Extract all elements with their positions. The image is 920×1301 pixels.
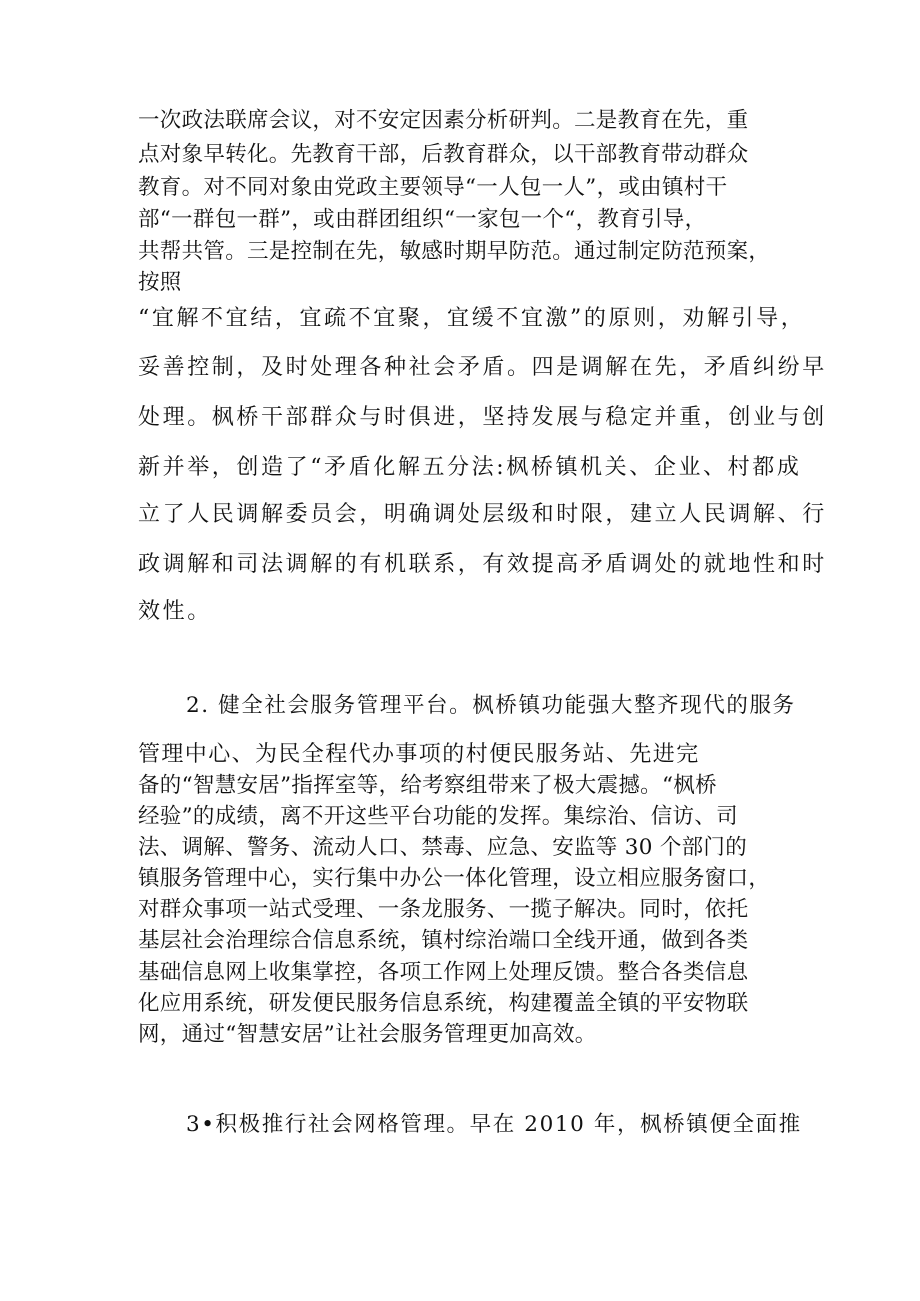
paragraph-line: 教育。对不同对象由党政主要领导“一人包一人”，或由镇村干 (138, 175, 728, 200)
paragraph-line: 法、调解、警务、流动人口、禁毒、应急、安监等 30 个部门的 (138, 835, 748, 860)
paragraph-line: 立了人民调解委员会，明确调处层级和时限，建立人民调解、行 (138, 502, 827, 527)
paragraph-line: 基础信息网上收集掌控，各项工作网上处理反馈。整合各类信息 (138, 960, 749, 985)
paragraph-line: 按照 (138, 270, 182, 295)
section-heading-2: 2. 健全社会服务管理平台。枫桥镇功能强大整齐现代的服务 (186, 693, 796, 718)
paragraph-line: 一次政法联席会议，对不安定因素分析研判。二是教育在先，重 (138, 108, 749, 133)
paragraph-line: 经验”的成绩，离不开这些平台功能的发挥。集综治、信访、司 (138, 804, 738, 829)
paragraph-line: 化应用系统，研发便民服务信息系统，构建覆盖全镇的平安物联 (138, 991, 749, 1016)
paragraph-line: 基层社会治理综合信息系统，镇村综治端口全线开通，做到各类 (138, 928, 749, 953)
paragraph-line: 镇服务管理中心，实行集中办公一体化管理，设立相应服务窗口， (138, 866, 771, 891)
paragraph-line: 部“一群包一群”，或由群团组织“一家包一个“，教育引导， (138, 207, 707, 232)
paragraph-line: 政调解和司法调解的有机联系，有效提高矛盾调处的就地性和时 (138, 552, 827, 577)
section-heading-3: 3•积极推行社会网格管理。早在 2010 年，枫桥镇便全面推 (186, 1112, 802, 1137)
paragraph-line: 对群众事项一站式受理、一条龙服务、一揽子解决。同时，依托 (138, 897, 749, 922)
paragraph-line: 点对象早转化。先教育干部，后教育群众，以干部教育带动群众 (138, 142, 749, 167)
paragraph-line: 管理中心、为民全程代办事项的村便民服务站、先进完 (138, 742, 700, 767)
paragraph-line: “宜解不宜结，宜疏不宜聚，宜缓不宜激”的原则，劝解引导， (138, 306, 806, 331)
paragraph-line: 共帮共管。三是控制在先，敏感时期早防范。通过制定防范预案， (138, 239, 771, 264)
paragraph-line: 妥善控制，及时处理各种社会矛盾。四是调解在先，矛盾纠纷早 (138, 355, 827, 380)
paragraph-line: 网，通过“智慧安居”让社会服务管理更加高效。 (138, 1022, 597, 1047)
paragraph-line: 效性。 (138, 599, 212, 624)
paragraph-line: 处理。枫桥干部群众与时俱进，坚持发展与稳定并重，创业与创 (138, 405, 827, 430)
paragraph-line: 新并举，创造了“矛盾化解五分法:枫桥镇机关、企业、村都成 (138, 455, 802, 480)
paragraph-line: 备的“智慧安居”指挥室等，给考察组带来了极大震撼。“枫桥 (138, 773, 717, 798)
